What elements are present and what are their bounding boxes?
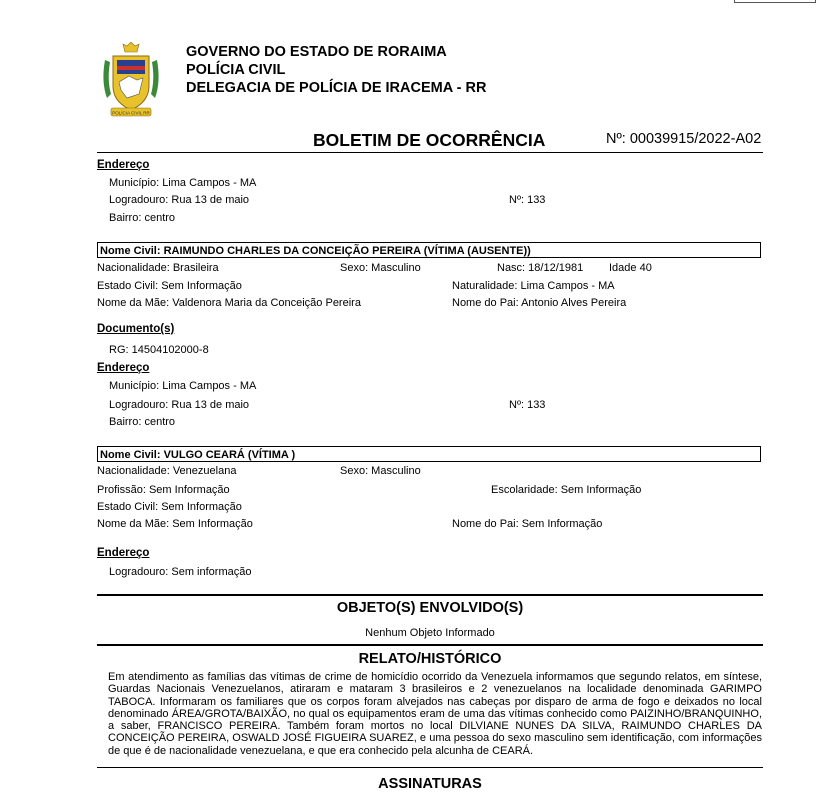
person1-name-box: Nome Civil: RAIMUNDO CHARLES DA CONCEIÇÃO PEREIRA (VÍTIMA (AUSENTE)): [97, 242, 761, 258]
person2-sexo: Sexo: Masculino: [340, 465, 421, 477]
relato-rule: [97, 644, 763, 646]
header-line-3: DELEGACIA DE POLÍCIA DE IRACEMA - RR: [186, 80, 487, 96]
address1-heading: Endereço: [97, 159, 150, 171]
person1-nasc: Nasc: 18/12/1981: [497, 262, 584, 274]
address1-numero: Nº: 133: [509, 194, 546, 206]
document-title: BOLETIM DE OCORRÊNCIA: [313, 130, 546, 150]
address2-municipio: Município: Lima Campos - MA: [109, 380, 257, 392]
person1-rg: RG: 14504102000-8: [109, 344, 209, 356]
address3-heading: Endereço: [97, 547, 150, 559]
assinaturas-heading: ASSINATURAS: [378, 776, 482, 792]
relato-text: Em atendimento as famílias das vítimas de crime de homicídio ocorrido da Venezuela informamos que segundo relatos, em síntese, Guardas Nacionais Venezuelanos, atiraram e mataram 3 brasileiros e 2 venezuelanos na localidade denominada GARIMPO TABOCA. Informaram os familiares que os corpos foram alvejados nas cabeças por disparo de arma de fogo e deixados no local denominado ÁREA/GROTA/BAIXÃO, no qual os equipamentos eram de uma das vítimas conhecido como PAIZINHO/BRANQUINHO, a saber, FRANCISCO PEREIRA. Também foram mortos no local DILVIANE NUNES DA SILVA, RAIMUNDO CHARLES DA CONCEIÇÃO PEREIRA, OSWALD JOSÉ FIGUEIRA SUAREZ, e uma pessoa do sexo masculino sem identificação, com informações de que é de nacionalidade venezuelana, e que era conhecido pela alcunha de CEARÁ.: [108, 671, 762, 757]
documents-heading: Documento(s): [97, 323, 175, 335]
address2-numero: Nº: 133: [509, 399, 546, 411]
person1-pai: Nome do Pai: Antonio Alves Pereira: [452, 297, 627, 309]
address2-logradouro: Logradouro: Rua 13 de maio: [109, 399, 250, 411]
police-emblem: [99, 42, 163, 120]
address1-logradouro: Logradouro: Rua 13 de maio: [109, 194, 250, 206]
crown: [123, 42, 139, 52]
laurel-left: [103, 60, 111, 98]
header-line-2: POLÍCIA CIVIL: [186, 62, 286, 78]
relato-heading: RELATO/HISTÓRICO: [358, 651, 502, 667]
person2-mae: Nome da Mãe: Sem Informação: [97, 518, 253, 530]
relato-body: [108, 671, 762, 757]
objetos-text: Nenhum Objeto Informado: [365, 627, 495, 639]
address1-municipio: Município: Lima Campos - MA: [109, 177, 257, 189]
objetos-rule: [97, 594, 763, 596]
person1-mae: Nome da Mãe: Valdenora Maria da Conceição Pereira: [97, 297, 361, 309]
person1-sexo: Sexo: Masculino: [340, 262, 421, 274]
top-edge-box: [734, 0, 816, 3]
header-line-1: GOVERNO DO ESTADO DE RORAIMA: [186, 44, 447, 60]
objetos-heading: OBJETO(S) ENVOLVIDO(S): [336, 600, 524, 616]
person2-nacionalidade: Nacionalidade: Venezuelana: [97, 465, 237, 477]
laurel-right: [151, 60, 159, 98]
title-rule: [97, 152, 763, 153]
person1-naturalidade: Naturalidade: Lima Campos - MA: [452, 280, 615, 292]
person1-idade: Idade 40: [609, 262, 652, 274]
person2-name-box: Nome Civil: VULGO CEARÁ (VÍTIMA ): [97, 446, 761, 462]
person2-estado-civil: Estado Civil: Sem Informação: [97, 501, 242, 513]
relato-bottom-rule: [97, 767, 763, 768]
document-number: Nº: 00039915/2022-A02: [606, 131, 762, 147]
person2-profissao: Profissão: Sem Informação: [97, 484, 230, 496]
person2-pai: Nome do Pai: Sem Informação: [452, 518, 603, 530]
address2-bairro: Bairro: centro: [109, 416, 176, 428]
address2-heading: Endereço: [97, 362, 150, 374]
person1-estado-civil: Estado Civil: Sem Informação: [97, 280, 242, 292]
ribbon-text: POLÍCIA CIVIL RR: [112, 110, 150, 116]
address1-bairro: Bairro: centro: [109, 212, 176, 224]
person1-nacionalidade: Nacionalidade: Brasileira: [97, 262, 219, 274]
person2-escolaridade: Escolaridade: Sem Informação: [491, 484, 642, 496]
address3-logradouro: Logradouro: Sem informação: [109, 566, 252, 578]
